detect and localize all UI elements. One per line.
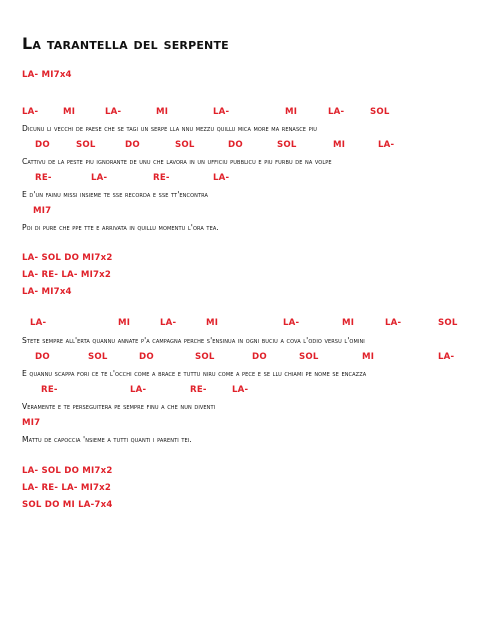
chord-label: DO <box>139 352 154 362</box>
chord-label: LA- <box>105 107 122 117</box>
chord-line <box>0 385 495 397</box>
chord-label: DO <box>125 140 140 150</box>
chord-label: MI <box>362 352 375 362</box>
chord-label: MI <box>156 107 169 117</box>
chord-line <box>0 318 495 330</box>
chord-label: LA- <box>22 107 39 117</box>
chord-label: DO <box>228 140 243 150</box>
chord-label: DO <box>35 140 50 150</box>
chord-line <box>0 418 495 430</box>
chord-label: DO <box>252 352 267 362</box>
chord-label: LA- <box>30 318 47 328</box>
chord-label: MI <box>342 318 355 328</box>
chord-label: LA- <box>160 318 177 328</box>
chord-line <box>0 140 495 152</box>
chord-line <box>0 173 495 185</box>
chord-label: MI7 <box>33 206 52 216</box>
song-title: La tarantella del serpente <box>22 34 229 53</box>
chord-label: RE- <box>190 385 207 395</box>
chord-label: SOL <box>195 352 215 362</box>
chord-line <box>0 206 495 218</box>
lyric-line: Veramente e te perseguitera pe sempre finu a che nun diventi <box>22 402 216 411</box>
chord-line <box>0 352 495 364</box>
chord-label: MI <box>206 318 219 328</box>
chord-label: LA- MI7x4 <box>22 70 72 80</box>
chord-line <box>0 107 495 119</box>
chord-label: LA- <box>378 140 395 150</box>
chord-label: RE- <box>153 173 170 183</box>
chord-label: LA- MI7x4 <box>22 287 72 297</box>
chord-label: MI <box>63 107 76 117</box>
chord-label: LA- <box>130 385 147 395</box>
lyric-line: E d'un fainu missi insieme te sse recorda e sse tt'encontra <box>22 190 209 199</box>
chord-label: LA- <box>385 318 402 328</box>
chord-label: SOL <box>370 107 390 117</box>
chord-line <box>0 253 495 265</box>
chord-label: RE- <box>35 173 52 183</box>
lyric-line: Mattu de capoccia 'nsieme a tutti quanti i parenti tei. <box>22 435 192 444</box>
chord-label: DO <box>35 352 50 362</box>
chord-label: SOL <box>438 318 458 328</box>
chord-label: LA- <box>213 173 230 183</box>
chord-line <box>0 70 495 82</box>
chord-line <box>0 466 495 478</box>
chord-label: LA- RE- LA- MI7x2 <box>22 483 112 493</box>
chord-label: SOL <box>76 140 96 150</box>
chord-label: LA- <box>213 107 230 117</box>
chord-label: LA- RE- LA- MI7x2 <box>22 270 112 280</box>
chord-line <box>0 287 495 299</box>
chord-label: LA- <box>91 173 108 183</box>
chord-label: SOL <box>277 140 297 150</box>
chord-label: SOL <box>88 352 108 362</box>
chord-label: LA- <box>232 385 249 395</box>
chord-label: LA- <box>283 318 300 328</box>
chord-label: LA- SOL DO MI7x2 <box>22 466 113 476</box>
lyric-line: Cattivu de la peste piu ignorante de unu che lavora in un ufficiu pubblicu e piu furbu de na volpe <box>22 157 332 166</box>
lyric-line: E quannu scappa fori ce te l'occhi come a brace e tuttu niru come a pece e se llu chiami pe nome se encazza <box>22 369 367 378</box>
chord-label: LA- <box>328 107 345 117</box>
chord-line <box>0 500 495 512</box>
chord-line <box>0 483 495 495</box>
chord-label: SOL DO MI LA-7x4 <box>22 500 113 510</box>
chord-label: MI <box>285 107 298 117</box>
chord-line <box>0 270 495 282</box>
lyric-line: Stete sempre all'erta quannu annate p'a campagna perche s'ensinua in ogni buciu a cova l'odio versu l'omini <box>22 336 365 345</box>
lyric-line: Poi di pure che ppe tte e arrivata in quillu momentu l'ora tea. <box>22 223 219 232</box>
chord-label: LA- <box>438 352 455 362</box>
chord-label: MI7 <box>22 418 41 428</box>
chord-label: SOL <box>175 140 195 150</box>
lyric-line: Dicunu li vecchi de paese che se tagi un serpe lla nnu mezzu quillu mica more ma renasce piu <box>22 124 318 133</box>
chord-label: SOL <box>299 352 319 362</box>
chord-label: LA- SOL DO MI7x2 <box>22 253 113 263</box>
chord-label: MI <box>333 140 346 150</box>
chord-label: MI <box>118 318 131 328</box>
chord-label: RE- <box>41 385 58 395</box>
